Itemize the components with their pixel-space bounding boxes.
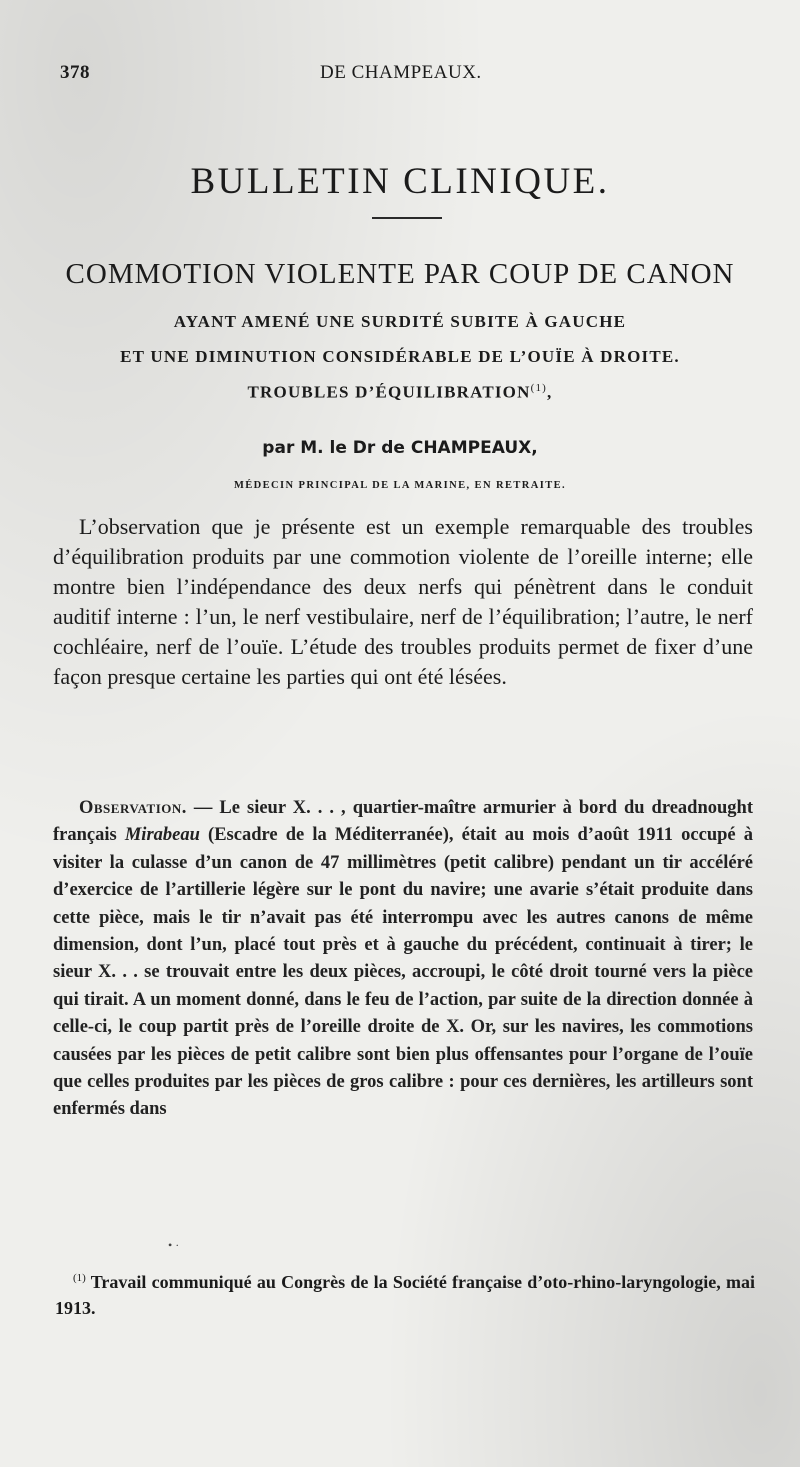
- subtitle-trailing-comma: ,: [547, 382, 553, 402]
- section-title: BULLETIN CLINIQUE.: [190, 161, 610, 202]
- running-title: DE CHAMPEAUX.: [320, 62, 482, 83]
- body-paragraph-1: [53, 512, 753, 692]
- footnote-reference[interactable]: (1): [530, 382, 548, 394]
- title-divider: [372, 217, 442, 219]
- article-subtitle-line-2: ET UNE DIMINUTION CONSIDÉRABLE DE L’OUÏE À DROITE.: [120, 347, 680, 366]
- author-affiliation: MÉDECIN PRINCIPAL DE LA MARINE, EN RETRAITE.: [233, 480, 567, 491]
- observation-label: Observation.: [79, 798, 187, 818]
- body-paragraph-2: [53, 795, 753, 1124]
- page-number: 378: [60, 62, 90, 83]
- paragraph-2-text: (Escadre de la Méditerranée), était au mois d’août 1911 occupé à visiter la culasse d’un canon de 47 millimètres (petit calibre) pendant un tir accéléré d’exercice de l’artillerie légère sur le pont du navire; une avarie s’était produite dans cette pièce, mais le tir n’avait pas été interrompu avec les autres canons de même dimension, dont l’un, placé tout près et à gauche du précédent, continuait à tirer; le sieur X. . . se trouvait entre les deux pièces, accroupi, le côté droit tourné vers la pièce qui tirait. A un moment donné, dans le feu de l’action, par suite de la direction donnée à celle-ci, le coup partit près de l’oreille droite de X. Or, sur les navires, les commotions causées par les pièces de petit calibre sont bien plus offensantes pour l’organe de l’ouïe que celles produites par les pièces de gros calibre : pour ces dernières, les artilleurs sont enfermés dans: [53, 825, 754, 1120]
- article-subtitle-line-1: AYANT AMENÉ UNE SURDITÉ SUBITE À GAUCHE: [173, 312, 627, 331]
- footnote: [55, 1265, 755, 1321]
- observation-intro: — Le sieur X. . . , quartier-maître armurier à bord du dreadnought français: [53, 798, 753, 846]
- subtitle-text: TROUBLES D’ÉQUILIBRATION: [247, 382, 531, 402]
- author-byline: par M. le Dr de CHAMPEAUX,: [262, 438, 538, 458]
- running-head: [60, 62, 740, 86]
- paragraph-1-text: L’observation que je présente est un exemple remarquable des troubles d’équilibration produits par une commotion violente de l’oreille interne; elle montre bien l’indépendance des deux nerfs qui pénètrent dans le conduit auditif interne : l’un, le nerf vestibulaire, nerf de l’équilibration; l’autre, le nerf cochléaire, nerf de l’ouïe. L’étude des troubles produits permet de fixer d’une façon presque certaine les parties qui ont été lésées.: [53, 514, 753, 689]
- footnote-text: Travail communiqué au Congrès de la Société française d’oto-rhino-laryngologie, mai 1913.: [55, 1272, 755, 1318]
- article-title: COMMOTION VIOLENTE PAR COUP DE CANON: [65, 258, 735, 290]
- ship-name: Mirabeau: [124, 825, 200, 846]
- footnote-mark: (1): [73, 1272, 86, 1284]
- article-subtitle-line-3: [0, 382, 800, 403]
- footnote-separator: • ·: [168, 1238, 180, 1252]
